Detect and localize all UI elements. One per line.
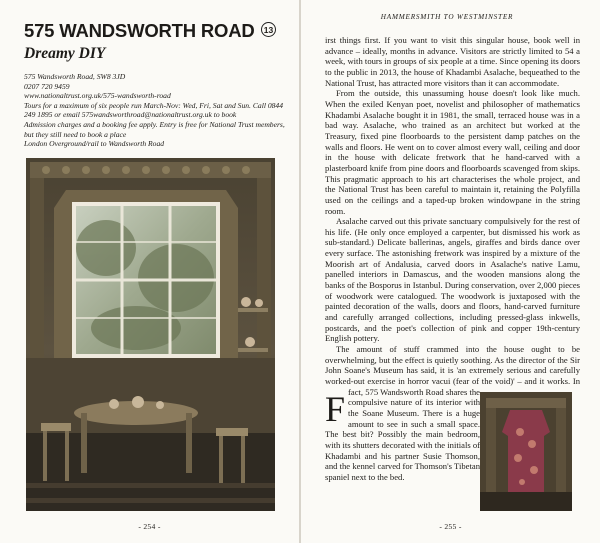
entry-number-badge: 13 bbox=[261, 22, 276, 37]
left-page bbox=[0, 0, 299, 543]
page-title: 575 WANDSWORTH ROAD bbox=[24, 20, 255, 41]
paragraph-4: The amount of stuff crammed into the house ought to be overwhelming, but the effect is quietly soothing. As the director of the Sir John Soane's Museum has said, it is 'an extremely serious and carefully worked-out exercise in horror vacui (fear of the void)' – and it works. In fact, 575 Wandsworth Road shares the compulsive nature of its interior with the Soane Museum. There is a huge amount to see in such a small space. The best bit? Possibly the main bedroom, with its shutters decorated with the initials of Khadambi and his partner Susie Thomson, and the kennel carved for Thomson's Tibetan spaniel next to the bed. bbox=[325, 344, 580, 482]
drop-cap: F bbox=[325, 389, 346, 429]
page-number-left: - 254 - bbox=[138, 522, 161, 531]
paragraph-2: From the outside, this unassuming house doesn't look like much. When the exiled Kenyan poet, novelist and philosopher of mathematics Khadambi Asalache bought it in 1981, the small, terraced house was in a bad way. Asalache, who trained as an architect but worked at the Treasury, fixed pine floorboards to the persistent damp patches on the walls and floors. He went on to cover almost every wall, ceiling and door in the house with delicate fretwork that he hand-carved with a plasterboard knife from pine doors and floorboards scavenged from skips. This pragmatic approach to his art characterises the whole project, and the National Trust has been careful to maintain it, retaining the Polyfilla used on the ceilings and a taped-up broken windowpane in the string room. bbox=[325, 88, 580, 216]
interior-photo bbox=[26, 158, 275, 511]
info-admission: Admission charges and a booking fee apply. Entry is free for National Trust members, but they still need to book a place bbox=[24, 119, 285, 139]
page-number-right: - 255 - bbox=[439, 522, 462, 531]
right-page bbox=[301, 0, 600, 543]
float-spacer bbox=[580, 35, 581, 392]
info-tours: Tours for a maximum of six people run March-Nov: Wed, Fri, Sat and Sun. Call 0844 249 1895 or email 575wandsworthroad@nationaltrust.org.uk to book bbox=[24, 100, 284, 120]
bedroom-photo bbox=[480, 392, 572, 511]
info-transport: London Overground/rail to Wandsworth Road bbox=[24, 139, 165, 149]
visitor-info bbox=[24, 72, 286, 149]
paragraph-1-text: irst things first. If you want to visit this singular house, book well in advance – ideally, months in advance. Visitors are strictly limited to 54 a week, with tours in groups of six people at a time. Since opening its doors to the public in 2013, the house of Khadambi Asalache, bequeathed to the National Trust, has attracted more visitors than it can accommodate. bbox=[325, 35, 580, 88]
info-phone: 0207 720 9459 bbox=[24, 81, 70, 91]
paragraph-3: Asalache carved out this private sanctuary compulsively for the rest of his life. (He only once employed a carpenter, but dismissed his work as sub-standard.) Delicate ballerinas, angels, giraffes and birds dance over every surface. The astonishing fretwork was inspired by a mixture of the Moorish art of Andalusia, carved doors in Asalache's native Lamu, panelled interiors in Damascus, and the wooden mansions along the banks of the Bosporus in Istanbul. During conservation, over 2,000 pieces of woodwork were catalogued. The woodwork is juxtaposed with the painted decoration of the walls, doors and floors, hand-carved furniture and carefully arranged collections, including pressed-glass inkwells, postcards, and the poet's collection of pink and copper 19th-century English pottery. bbox=[325, 216, 580, 344]
subtitle: Dreamy DIY bbox=[24, 45, 106, 62]
info-website: www.nationaltrust.org.uk/575-wandsworth-road bbox=[24, 91, 171, 101]
title-row bbox=[24, 20, 276, 44]
info-address: 575 Wandsworth Road, SW8 3JD bbox=[24, 72, 126, 81]
running-head: HAMMERSMITH TO WESTMINSTER bbox=[380, 13, 514, 21]
